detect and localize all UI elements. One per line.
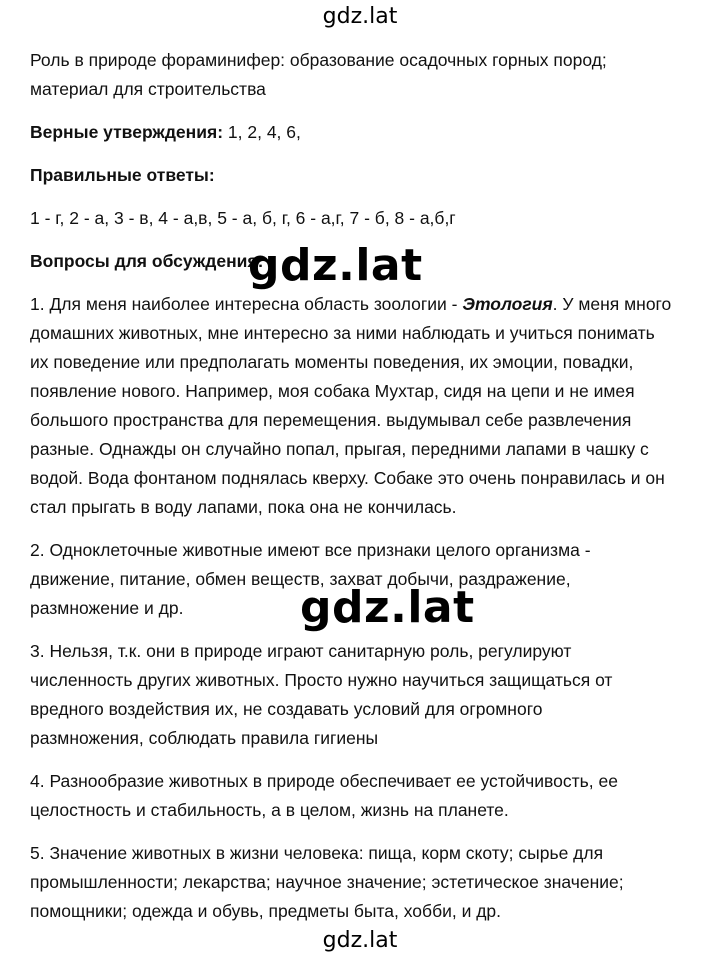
discussion-answer-3 [30, 637, 700, 753]
answer-1-line-5: большого пространства для перемещения. выдумывал себе развлечения [30, 410, 632, 430]
discussion-answer-5 [30, 839, 700, 926]
right-answers-heading [30, 161, 700, 190]
answer-4-line-1: 4. Разнообразие животных в природе обеспечивает ее устойчивость, ее [30, 771, 618, 791]
discussion-label: Вопросы для обсуждения: [30, 251, 264, 271]
answer-1-term: Этология [462, 294, 553, 314]
answer-1-lead: 1. Для меня наиболее интересна область зоологии - [30, 294, 463, 314]
answer-2-line-1: 2. Одноклеточные животные имеют все признаки целого организма - [30, 540, 591, 560]
role-line-2: материал для строительства [30, 79, 266, 99]
discussion-answer-1 [30, 290, 700, 522]
watermark-bottom: gdz.lat [322, 928, 398, 953]
answer-3-line-4: размножения, соблюдать правила гигиены [30, 728, 379, 748]
role-line-1: Роль в природе фораминифер: образование осадочных горных пород; [30, 50, 607, 70]
watermark-middle-2: gdz.lat [300, 582, 475, 633]
answer-3-line-3: вредного воздействия их, не создавать условий для огромного [30, 699, 543, 719]
answer-2-line-2: движение, питание, обмен веществ, захват добычи, раздражение, [30, 569, 571, 589]
answer-1-line-4: появление нового. Например, моя собака Мухтар, сидя на цепи и не имея [30, 381, 635, 401]
answer-1-line-7: водой. Вода фонтаном поднялась кверху. Собаке это очень понравилась и он [30, 468, 665, 488]
right-answers-label: Правильные ответы: [30, 165, 215, 185]
correct-statements-value: 1, 2, 4, 6, [227, 122, 301, 142]
role-paragraph [30, 46, 700, 104]
document-body [30, 46, 700, 940]
answer-5-line-2: промышленности; лекарства; научное значение; эстетическое значение; [30, 872, 624, 892]
answer-1-line-6: разные. Однажды он случайно попал, прыгая, передними лапами в чашку с [30, 439, 649, 459]
correct-statements-label: Верные утверждения: [30, 122, 224, 142]
answer-1-line-1 [30, 290, 700, 319]
answer-1-line-2: домашних животных, мне интересно за ними наблюдать и учиться понимать [30, 323, 655, 343]
answer-1-after: . У меня много [552, 294, 672, 314]
answer-5-line-3: помощники; одежда и обувь, предметы быта, хобби, и др. [30, 901, 502, 921]
answer-2-line-3: размножение и др. [30, 598, 184, 618]
watermark-top: gdz.lat [322, 4, 398, 29]
watermark-middle-1: gdz.lat [248, 240, 423, 291]
answer-3-line-1: 3. Нельзя, т.к. они в природе играют санитарную роль, регулируют [30, 641, 572, 661]
right-answers-value: 1 - г, 2 - а, 3 - в, 4 - а,в, 5 - а, б, г, 6 - а,г, 7 - б, 8 - а,б,г [30, 208, 456, 228]
answer-4-line-2: целостность и стабильность, а в целом, жизнь на планете. [30, 800, 509, 820]
discussion-answer-4 [30, 767, 700, 825]
answer-1-line-3: их поведение или предполагать моменты поведения, их эмоции, повадки, [30, 352, 634, 372]
answer-3-line-2: численность других животных. Просто нужно научиться защищаться от [30, 670, 613, 690]
correct-statements [30, 118, 700, 147]
right-answers-list [30, 204, 700, 233]
answer-1-line-8: стал прыгать в воду лапами, пока она не кончилась. [30, 497, 457, 517]
answer-5-line-1: 5. Значение животных в жизни человека: пища, корм скоту; сырье для [30, 843, 604, 863]
